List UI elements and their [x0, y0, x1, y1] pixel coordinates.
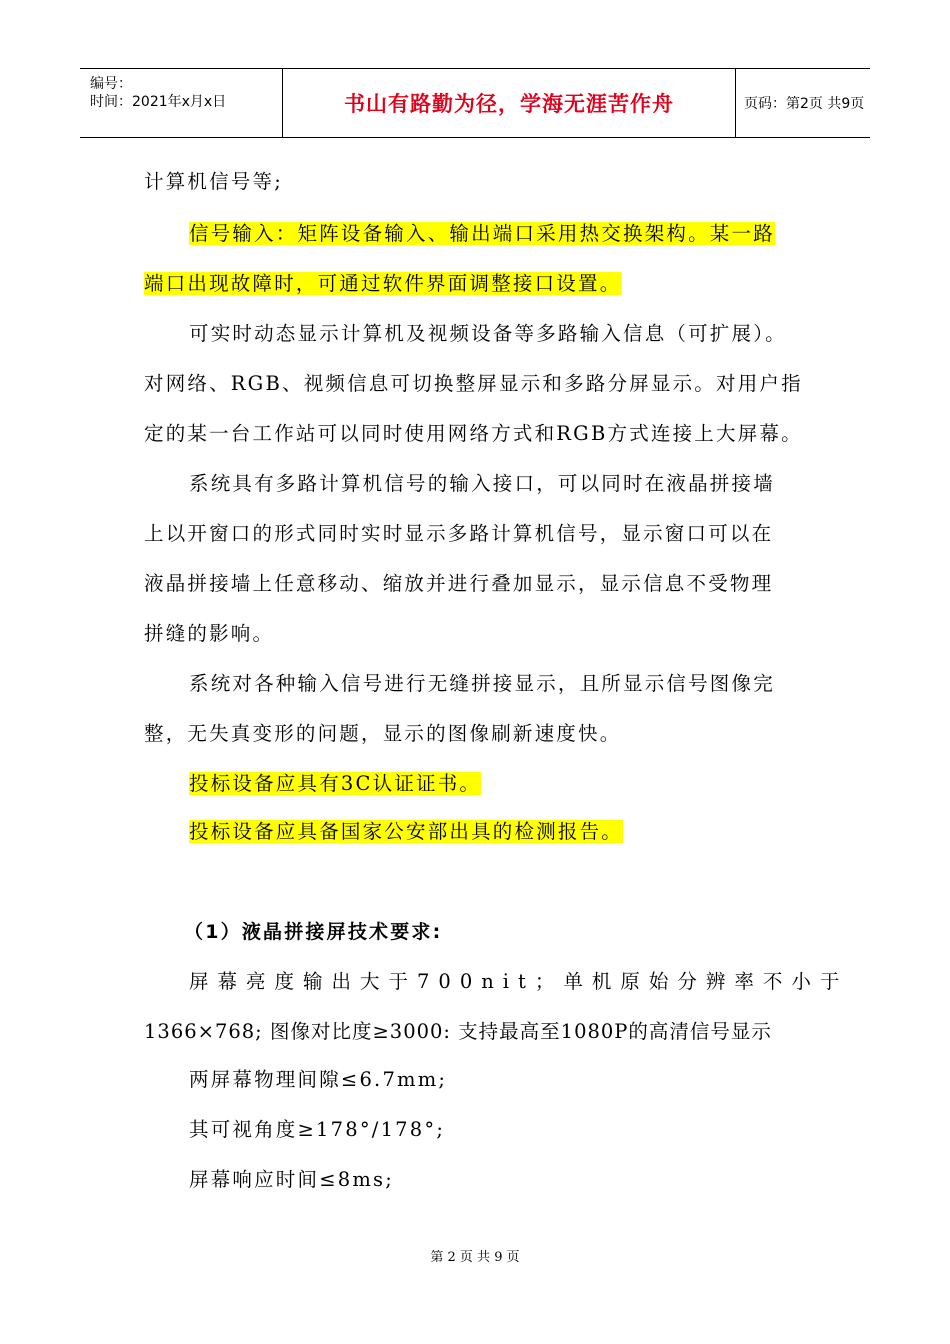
text-span: 系统具有多路计算机信号的输入接口，可以同时在液晶拼接墙 — [189, 472, 775, 495]
text-span: 端口出现故障时，可通过软件界面调整接口设置。 — [144, 272, 622, 295]
text-span: 信号输入：矩阵设备输入、输出端口采用热交换架构。某一路 — [189, 222, 775, 245]
text-line — [144, 609, 812, 659]
text-span: 上以开窗口的形式同时实时显示多路计算机信号，显示窗口可以在 — [144, 522, 774, 545]
text-line — [144, 957, 857, 1007]
highlighted-line — [144, 259, 812, 309]
page-footer: 第 2 页 共 9 页 — [430, 1250, 520, 1265]
number-label: 编号： — [90, 76, 132, 92]
text-line — [144, 659, 857, 709]
highlighted-line — [144, 759, 857, 809]
text-span: 1366×768; 图像对比度≥3000: 支持最高至1080P的高清信号显示 — [144, 1020, 772, 1043]
text-line — [144, 709, 812, 759]
text-line — [144, 409, 812, 459]
text-span: 两屏幕物理间隙≤6.7mm; — [189, 1068, 448, 1091]
header-motto-cell — [282, 69, 736, 137]
text-span: 屏幕响应时间≤8ms; — [189, 1168, 395, 1191]
time-label: 时间：2021年x月x日 — [90, 94, 227, 110]
header-left-cell — [80, 69, 282, 137]
heading-text: （1）液晶拼接屏技术要求: — [184, 921, 443, 943]
text-span: 可实时动态显示计算机及视频设备等多路输入信息（可扩展）。 — [189, 322, 787, 345]
text-span: 计算机信号等; — [144, 170, 283, 193]
text-span: 投标设备应具有3C认证证书。 — [189, 772, 482, 795]
text-span: 对网络、RGB、视频信息可切换整屏显示和多路分屏显示。对用户指 — [144, 372, 803, 395]
text-line — [144, 157, 812, 207]
text-line — [144, 459, 857, 509]
motto-text: 书山有路勤为径，学海无涯苦作舟 — [344, 92, 674, 116]
text-line — [144, 1155, 857, 1205]
text-span: 液晶拼接墙上任意移动、缩放并进行叠加显示，显示信息不受物理 — [144, 572, 774, 595]
highlighted-line — [144, 209, 857, 259]
page-info: 页码：第2页 共9页 — [744, 96, 865, 112]
text-span: 投标设备应具备国家公安部出具的检测报告。 — [189, 820, 624, 843]
text-line — [144, 309, 857, 359]
text-line — [144, 559, 812, 609]
text-line — [144, 509, 812, 559]
text-line — [144, 359, 812, 409]
text-line — [144, 1055, 857, 1105]
highlighted-line — [144, 807, 857, 857]
section-heading — [144, 907, 852, 957]
text-line — [144, 1105, 857, 1155]
text-span: 其可视角度≥178°/178°; — [189, 1118, 446, 1141]
header-table — [80, 68, 870, 138]
header-page-cell — [736, 69, 870, 137]
text-span: 系统对各种输入信号进行无缝拼接显示，且所显示信号图像完 — [189, 672, 775, 695]
text-span: 屏幕亮度输出大于700nit；单机原始分辨率不小于 — [189, 970, 849, 993]
text-span: 整，无失真变形的问题，显示的图像刷新速度快。 — [144, 722, 622, 745]
text-span: 拼缝的影响。 — [144, 622, 275, 645]
text-span: 定的某一台工作站可以同时使用网络方式和RGB方式连接上大屏幕。 — [144, 422, 803, 445]
text-line — [144, 1007, 812, 1057]
